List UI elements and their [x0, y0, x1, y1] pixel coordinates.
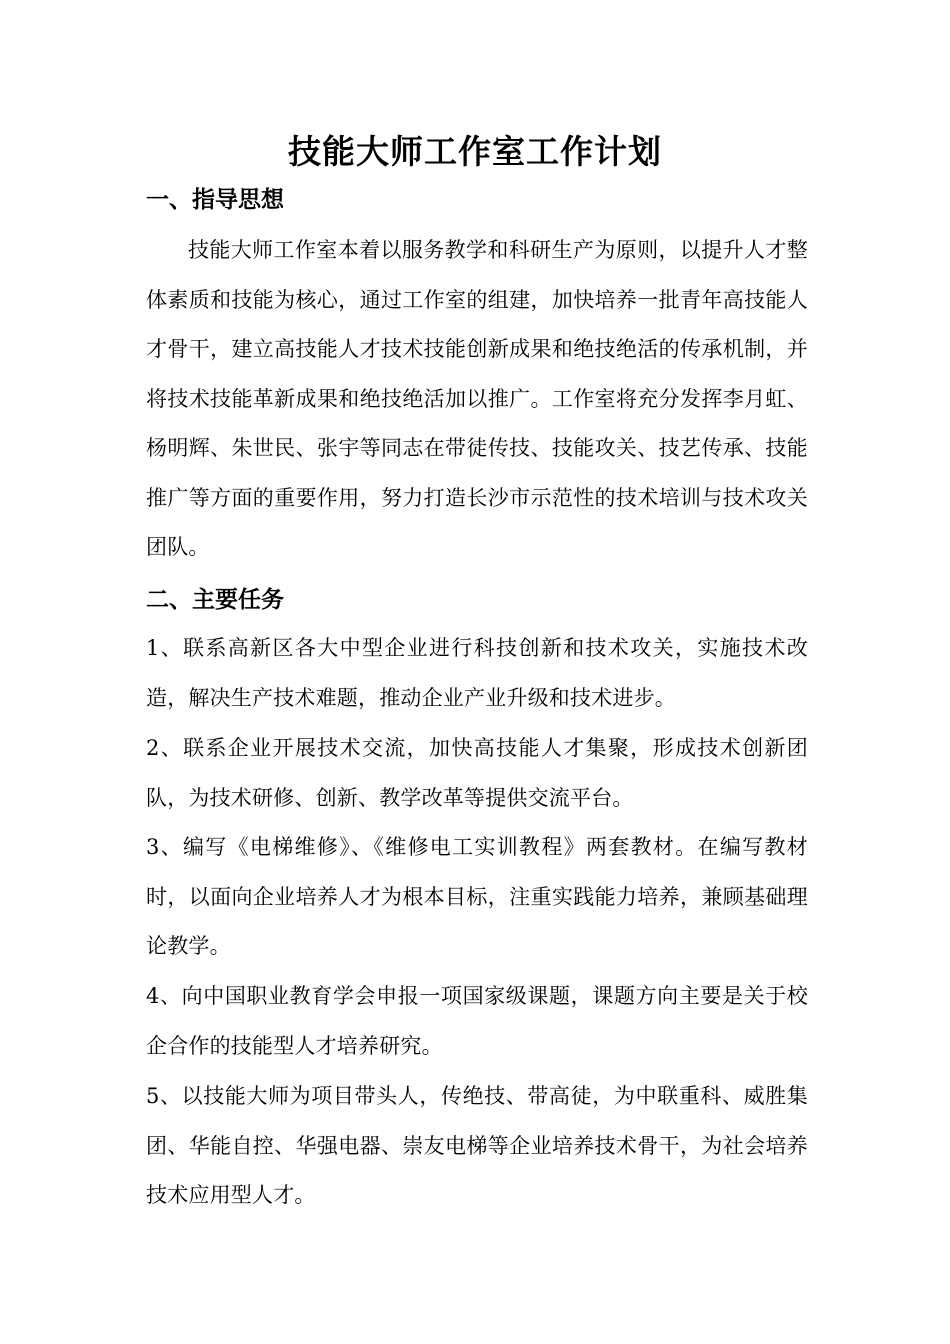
task-item-1: 1、联系高新区各大中型企业进行科技创新和技术攻关，实施技术改造，解决生产技术难题，推动企业产业升级和技术进步。	[146, 636, 808, 710]
guiding-ideology-paragraph: 技能大师工作室本着以服务教学和科研生产为原则，以提升人才整体素质和技能为核心，通过工作室的组建，加快培养一批青年高技能人才骨干，建立高技能人才技术技能创新成果和绝技绝活的传承机制，并将技术技能革新成果和绝技绝活加以推广。工作室将充分发挥李月虹、杨明辉、朱世民、张宇等同志在带徒传技、技能攻关、技艺传承、技能推广等方面的重要作用，努力打造长沙市示范性的技术培训与技术攻关团队。	[146, 238, 808, 559]
task-item-5: 5、以技能大师为项目带头人，传绝技、带高徒，为中联重科、威胜集团、华能自控、华强电器、崇友电梯等企业培养技术骨干，为社会培养技术应用型人才。	[146, 1084, 808, 1207]
document-title: 技能大师工作室工作计划	[288, 132, 662, 171]
section-heading-guiding-ideology: 一、指导思想	[146, 187, 284, 213]
task-item-4: 4、向中国职业教育学会申报一项国家级课题，课题方向主要是关于校企合作的技能型人才培养研究。	[146, 984, 808, 1058]
section-heading-main-tasks: 二、主要任务	[146, 587, 284, 613]
task-item-3: 3、编写《电梯维修》、《维修电工实训教程》两套教材。在编写教材时，以面向企业培养人才为根本目标，注重实践能力培养，兼顾基础理论教学。	[146, 835, 808, 958]
task-item-2: 2、联系企业开展技术交流，加快高技能人才集聚，形成技术创新团队，为技术研修、创新、教学改革等提供交流平台。	[146, 736, 808, 810]
